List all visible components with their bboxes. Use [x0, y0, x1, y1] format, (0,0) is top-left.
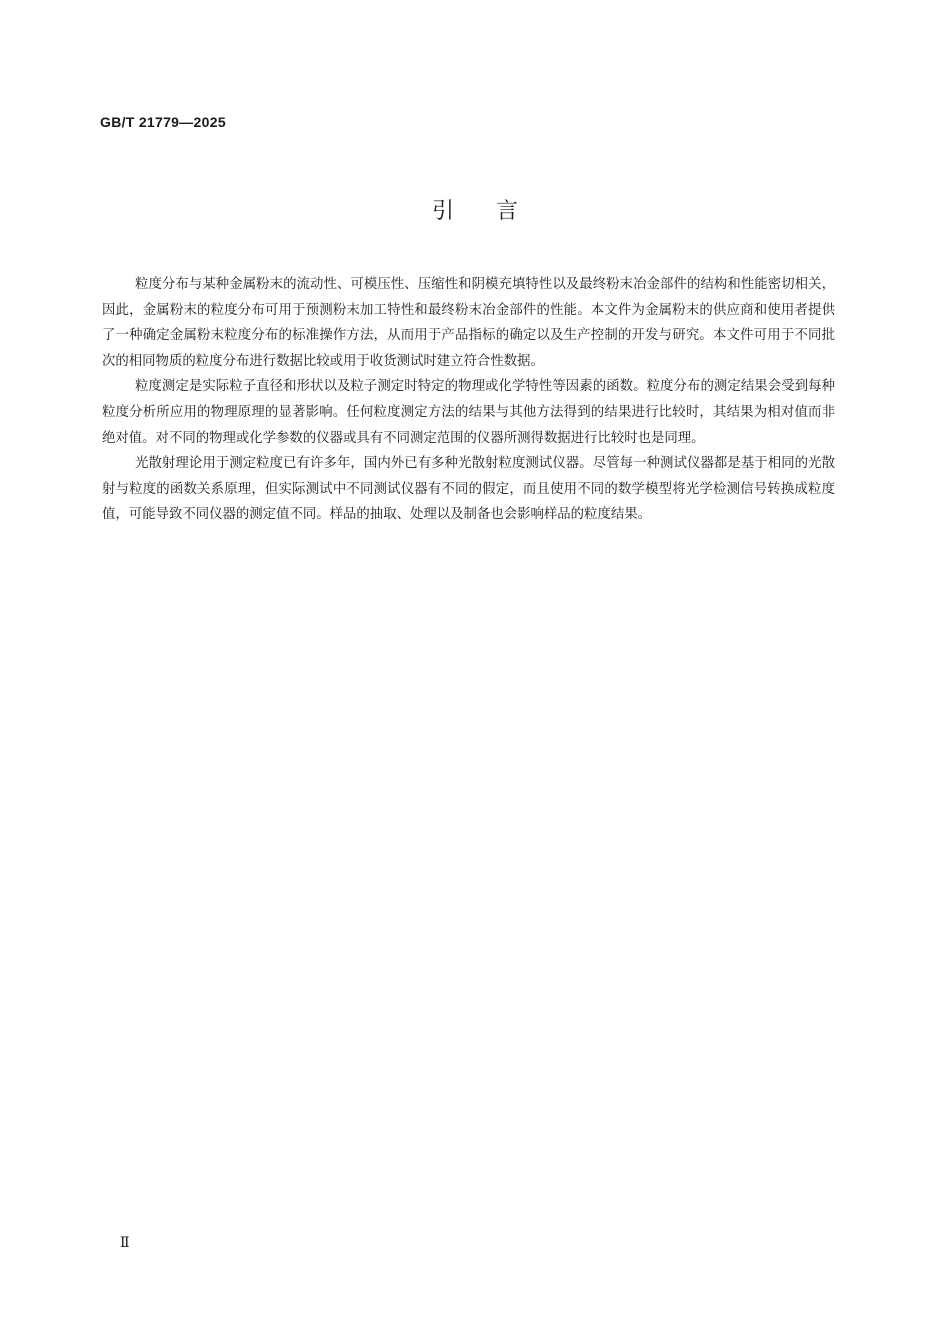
standard-code-header: GB/T 21779—2025	[100, 114, 226, 130]
introduction-body	[102, 272, 835, 528]
paragraph-3: 光散射理论用于测定粒度已有许多年，国内外已有多种光散射粒度测试仪器。尽管每一种测试仪器都是基于相同的光散射与粒度的函数关系原理，但实际测试中不同测试仪器有不同的假定，而且使用不同的数学模型将光学检测信号转换成粒度值，可能导致不同仪器的测定值不同。样品的抽取、处理以及制备也会影响样品的粒度结果。	[102, 456, 835, 523]
page-number: Ⅱ	[120, 1236, 130, 1251]
paragraph-1: 粒度分布与某种金属粉末的流动性、可模压性、压缩性和阴模充填特性以及最终粉末冶金部件的结构和性能密切相关，因此，金属粉末的粒度分布可用于预测粉末加工特性和最终粉末冶金部件的性能。本文件为金属粉末的供应商和使用者提供了一种确定金属粉末粒度分布的标准操作方法，从而用于产品指标的确定以及生产控制的开发与研究。本文件可用于不同批次的相同物质的粒度分布进行数据比较或用于收货测试时建立符合性数据。	[102, 277, 835, 369]
paragraph-2: 粒度测定是实际粒子直径和形状以及粒子测定时特定的物理或化学特性等因素的函数。粒度分布的测定结果会受到每种粒度分析所应用的物理原理的显著影响。任何粒度测定方法的结果与其他方法得到的结果进行比较时，其结果为相对值而非绝对值。对不同的物理或化学参数的仪器或具有不同测定范围的仪器所测得数据进行比较时也是同理。	[102, 379, 835, 446]
page-title: 引言	[431, 199, 560, 224]
